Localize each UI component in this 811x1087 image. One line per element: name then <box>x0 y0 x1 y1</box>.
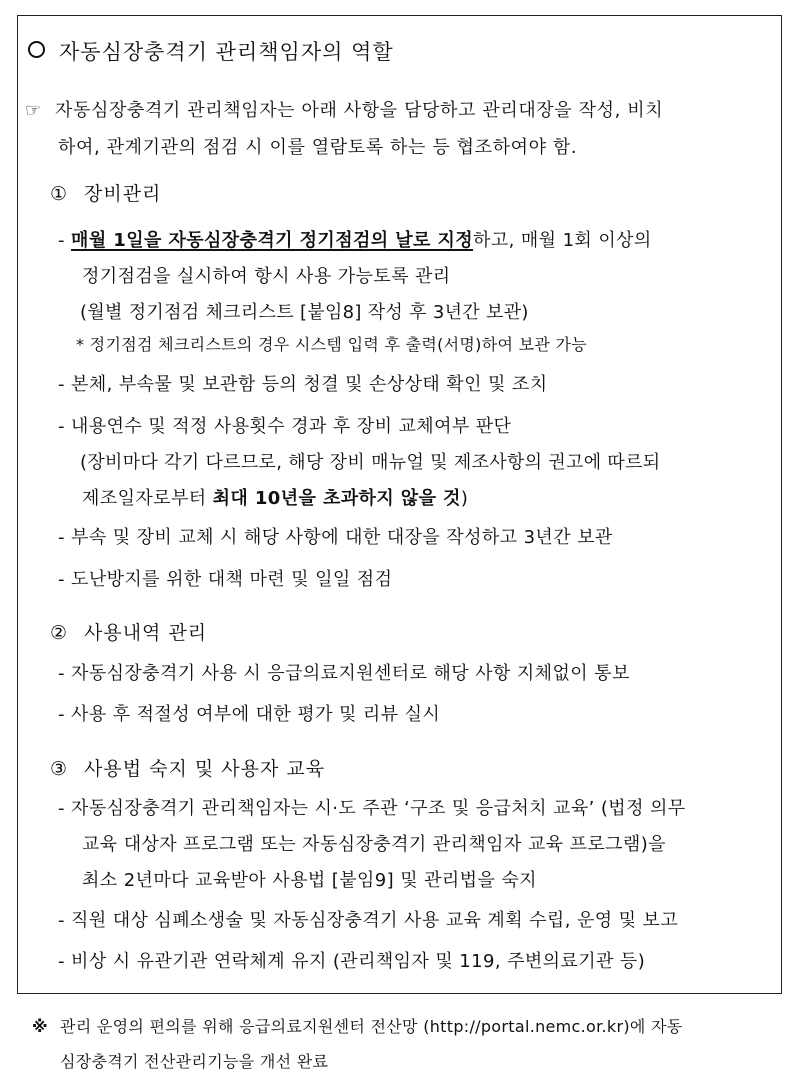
section-heading-training: ③ 사용법 숙지 및 사용자 교육 <box>50 758 326 780</box>
list-item: - 자동심장충격기 관리책임자는 시·도 주관 ‘구조 및 응급처치 교육’ (법정 의무 <box>58 798 686 819</box>
list-item: - 도난방지를 위한 대책 마련 및 일일 점검 <box>58 569 393 590</box>
title-text: 자동심장충격기 관리책임자의 역할 <box>59 40 394 64</box>
list-item-continuation: (장비마다 각기 다르므로, 해당 장비 매뉴얼 및 제조사항의 권고에 따르되 <box>80 452 661 473</box>
footnote-line-1: ※ 관리 운영의 편의를 위해 응급의료지원센터 전산망 (http://portal.nemc.or.kr)에 자동 <box>32 1017 683 1036</box>
list-item: - 본체, 부속물 및 보관함 등의 청결 및 손상상태 확인 및 조치 <box>58 374 548 395</box>
emphasis-text: 최대 10년을 초과하지 않을 것 <box>212 488 461 509</box>
section-heading-equipment: ① 장비관리 <box>50 183 162 205</box>
footnote-line-2: 심장충격기 전산관리기능을 개선 완료 <box>60 1052 329 1071</box>
list-item: - 비상 시 유관기관 연락체계 유지 (관리책임자 및 119, 주변의료기관 등) <box>58 951 646 972</box>
list-item: - 부속 및 장비 교체 시 해당 사항에 대한 대장을 작성하고 3년간 보관 <box>58 527 613 548</box>
section-title <box>28 36 394 66</box>
list-item-continuation: 정기점검을 실시하여 항시 사용 가능토록 관리 <box>82 266 451 287</box>
list-item: - 매월 1일을 자동심장충격기 정기점검의 날로 지정하고, 매월 1회 이상의 <box>58 230 652 251</box>
section-heading-usage-history: ② 사용내역 관리 <box>50 622 208 644</box>
pointing-hand-icon: ☞ <box>25 100 42 121</box>
list-item: - 직원 대상 심폐소생술 및 자동심장충격기 사용 교육 계획 수립, 운영 및 보고 <box>58 910 679 931</box>
asterisk-note: * 정기점검 체크리스트의 경우 시스템 입력 후 출력(서명)하여 보관 가능 <box>76 335 588 354</box>
list-item: - 사용 후 적절성 여부에 대한 평가 및 리뷰 실시 <box>58 704 441 725</box>
list-item: - 자동심장충격기 사용 시 응급의료지원센터로 해당 사항 지체없이 통보 <box>58 663 630 684</box>
emphasis-text: 매월 1일을 자동심장충격기 정기점검의 날로 지정 <box>71 230 474 251</box>
list-item-subnote: (월별 정기점검 체크리스트 [붙임8] 작성 후 3년간 보관) <box>80 302 529 323</box>
intro-line-1: ☞ 자동심장충격기 관리책임자는 아래 사항을 담당하고 관리대장을 작성, 비치 <box>25 100 664 121</box>
list-item-continuation: 최소 2년마다 교육받아 사용법 [붙임9] 및 관리법을 숙지 <box>82 870 537 891</box>
reference-mark-icon: ※ <box>32 1017 48 1036</box>
intro-line-2: 하여, 관계기관의 점검 시 이를 열람토록 하는 등 협조하여야 함. <box>58 137 578 158</box>
list-item: - 내용연수 및 적정 사용횟수 경과 후 장비 교체여부 판단 <box>58 416 512 437</box>
list-item-continuation: 제조일자로부터 최대 10년을 초과하지 않을 것) <box>82 488 469 509</box>
circle-bullet-icon <box>28 41 45 58</box>
list-item-continuation: 교육 대상자 프로그램 또는 자동심장충격기 관리책임자 교육 프로그램)을 <box>82 834 666 855</box>
